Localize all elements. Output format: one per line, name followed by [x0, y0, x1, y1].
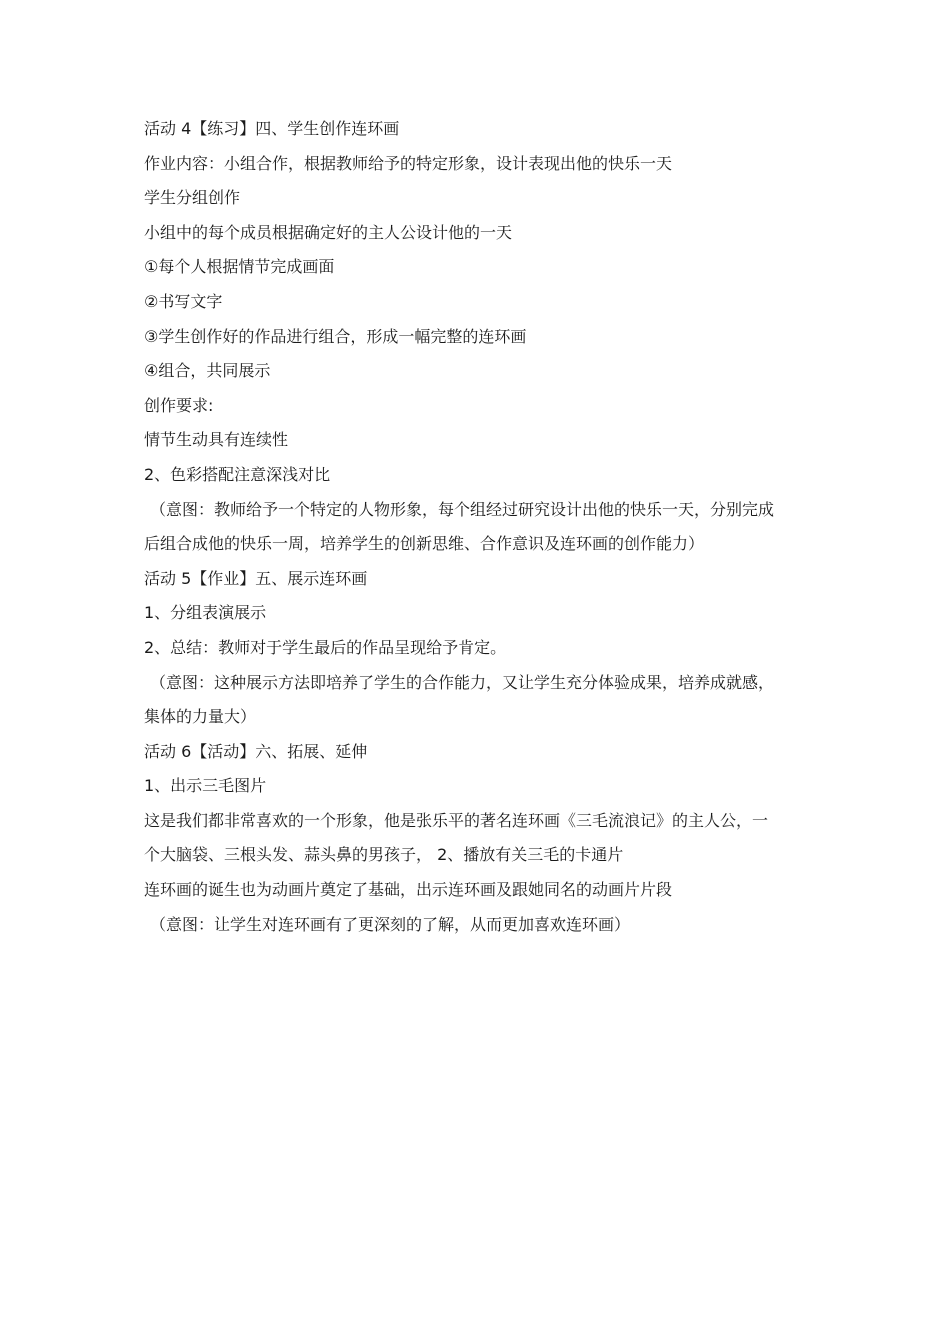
sanmao-description-line-1: 这是我们都非常喜欢的一个形象，他是张乐平的著名连环画《三毛流浪记》的主人公，一: [144, 810, 769, 830]
document-body: [144, 112, 824, 942]
step-3: ③学生创作好的作品进行组合，形成一幅完整的连环画: [144, 326, 527, 346]
creation-requirements-label: 创作要求:: [144, 395, 214, 415]
animation-origin: 连环画的诞生也为动画片奠定了基础，出示连环画及跟她同名的动画片片段: [144, 880, 673, 900]
step-4: ④组合，共同展示: [144, 361, 271, 381]
intent-note-3: （意图：让学生对连环画有了更深刻的了解，从而更加喜欢连环画）: [150, 914, 631, 934]
display-step-1: 1、分组表演展示: [144, 603, 267, 623]
group-member-design: 小组中的每个成员根据确定好的主人公设计他的一天: [144, 222, 513, 242]
activity-6-heading: 活动 6【活动】六、拓展、延伸: [144, 741, 368, 761]
requirement-1: 情节生动具有连续性: [144, 430, 289, 450]
activity-5-heading: 活动 5【作业】五、展示连环画: [144, 568, 368, 588]
assignment-content: 作业内容：小组合作，根据教师给予的特定形象，设计表现出他的快乐一天: [144, 153, 673, 173]
step-2: ②书写文字: [144, 291, 223, 311]
requirement-2: 2、色彩搭配注意深浅对比: [144, 464, 331, 484]
intent-note-2-line-2: 集体的力量大）: [144, 707, 257, 727]
sanmao-description-line-2: 个大脑袋、三根头发、蒜头鼻的男孩子， 2、播放有关三毛的卡通片: [144, 845, 624, 865]
extension-step-1: 1、出示三毛图片: [144, 776, 267, 796]
step-1: ①每个人根据情节完成画面: [144, 257, 335, 277]
display-step-2: 2、总结：教师对于学生最后的作品呈现给予肯定。: [144, 637, 507, 657]
intent-note-2-line-1: （意图：这种展示方法即培养了学生的合作能力，又让学生充分体验成果，培养成就感，: [150, 672, 775, 692]
intent-note-1-line-2: 后组合成他的快乐一周，培养学生的创新思维、合作意识及连环画的创作能力）: [144, 534, 705, 554]
group-creation: 学生分组创作: [144, 188, 241, 208]
intent-note-1-line-1: （意图：教师给予一个特定的人物形象，每个组经过研究设计出他的快乐一天，分别完成: [150, 499, 775, 519]
activity-4-heading: 活动 4【练习】四、学生创作连环画: [144, 119, 400, 138]
